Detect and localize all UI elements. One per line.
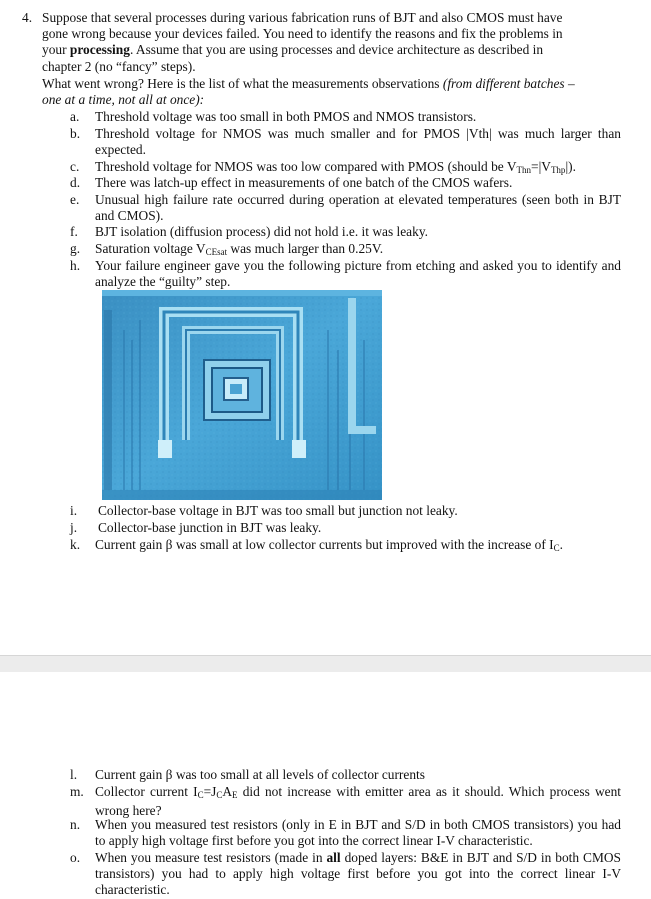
- item-text-part: .: [559, 537, 563, 552]
- item-text-part: did not increase with emitter area as it should. Which process went wrong here?: [95, 784, 621, 819]
- item-label: c.: [70, 159, 80, 174]
- item-label: k.: [70, 537, 81, 552]
- item-label: f.: [70, 224, 78, 239]
- item-text: Collector-base junction in BJT was leaky.: [98, 520, 322, 535]
- item-label: e.: [70, 192, 80, 207]
- item-text-part: |).: [565, 159, 576, 174]
- subscript: C: [216, 790, 223, 800]
- subscript: C: [197, 790, 204, 800]
- item-text: Current gain β was too small at all levels of collector currents: [95, 767, 425, 782]
- all-emphasis: all: [326, 850, 341, 865]
- item-text-part: doped layers: B&E in BJT and S/D in both CMOS transistors) you had to apply high voltage first before you got into the correct linear I-V characteristic.: [95, 850, 621, 898]
- item-label: n.: [70, 817, 81, 832]
- item-text: [95, 784, 621, 819]
- item-label: b.: [70, 126, 81, 141]
- page-break: [0, 655, 651, 673]
- lead-italic: (from different batches –: [442, 76, 575, 91]
- item-text: [95, 850, 621, 899]
- item-label: m.: [70, 784, 84, 799]
- intro-line-3: [42, 42, 620, 58]
- subscript: Thn: [516, 165, 532, 175]
- item-label: j.: [70, 520, 78, 535]
- subscript: E: [232, 790, 238, 800]
- item-label: g.: [70, 241, 81, 256]
- item-text: [95, 537, 621, 556]
- item-text: BJT isolation (diffusion process) did not hold i.e. it was leaky.: [95, 224, 428, 239]
- intro-line-4: chapter 2 (no “fancy” steps).: [42, 58, 196, 74]
- item-text: Collector-base voltage in BJT was too small but junction not leaky.: [98, 503, 458, 518]
- item-text-part: =|V: [531, 159, 551, 174]
- item-text: Threshold voltage for NMOS was much smaller and for PMOS |Vth| was much larger than expected.: [95, 126, 621, 158]
- item-text-part: Threshold voltage for NMOS was too low compared with PMOS (should be V: [95, 159, 517, 174]
- item-text-part: Current gain β was small at low collector currents but improved with the increase of I: [95, 537, 554, 552]
- item-text-part: Collector current I: [95, 784, 198, 799]
- question-lead: [42, 76, 622, 108]
- item-text: When you measured test resistors (only in E in BJT and S/D in both CMOS transistors) you had to apply high voltage first before you got into the correct linear I-V characteristic.: [95, 817, 621, 849]
- item-text-part: =J: [203, 784, 217, 799]
- question-number: 4.: [22, 10, 33, 25]
- lead-text: What went wrong? Here is the list of what the measurements observations: [42, 76, 443, 91]
- item-text: Threshold voltage was too small in both PMOS and NMOS transistors.: [95, 109, 477, 124]
- subscript: C: [553, 543, 560, 553]
- item-label: l.: [70, 767, 78, 782]
- intro-line-1: Suppose that several processes during various fabrication runs of BJT and also CMOS must have: [42, 10, 563, 25]
- item-label: d.: [70, 175, 81, 190]
- item-text-part: was much larger than 0.25V.: [227, 241, 384, 256]
- item-label: i.: [70, 503, 78, 518]
- intro-text: . Assume that you are using processes and device architecture as described in: [129, 42, 544, 58]
- item-text: Your failure engineer gave you the following picture from etching and asked you to identify and analyze the “guilty” step.: [95, 258, 621, 290]
- item-text-part: Saturation voltage V: [95, 241, 206, 256]
- item-label: a.: [70, 109, 80, 124]
- question-intro: [42, 10, 620, 75]
- item-label: h.: [70, 258, 81, 273]
- intro-line-2: gone wrong because your devices failed. You need to identify the reasons and fix the problems in: [42, 26, 563, 42]
- page-2: [0, 672, 651, 897]
- item-text: There was latch-up effect in measurements of one batch of the CMOS wafers.: [95, 175, 513, 190]
- lead-italic-2: one at a time, not all at once):: [42, 92, 205, 108]
- subscript: CEsat: [205, 247, 228, 257]
- etched-chip-micrograph-icon: [102, 290, 382, 500]
- item-text-part: A: [222, 784, 233, 799]
- item-text-part: When you measure test resistors (made in: [95, 850, 327, 865]
- item-text: Unusual high failure rate occurred during operation at elevated temperatures (seen both in BJT and CMOS).: [95, 192, 621, 224]
- processing-emphasis: processing: [69, 42, 130, 58]
- item-label: o.: [70, 850, 81, 865]
- subscript: Thp: [550, 165, 566, 175]
- intro-text: your: [42, 42, 70, 58]
